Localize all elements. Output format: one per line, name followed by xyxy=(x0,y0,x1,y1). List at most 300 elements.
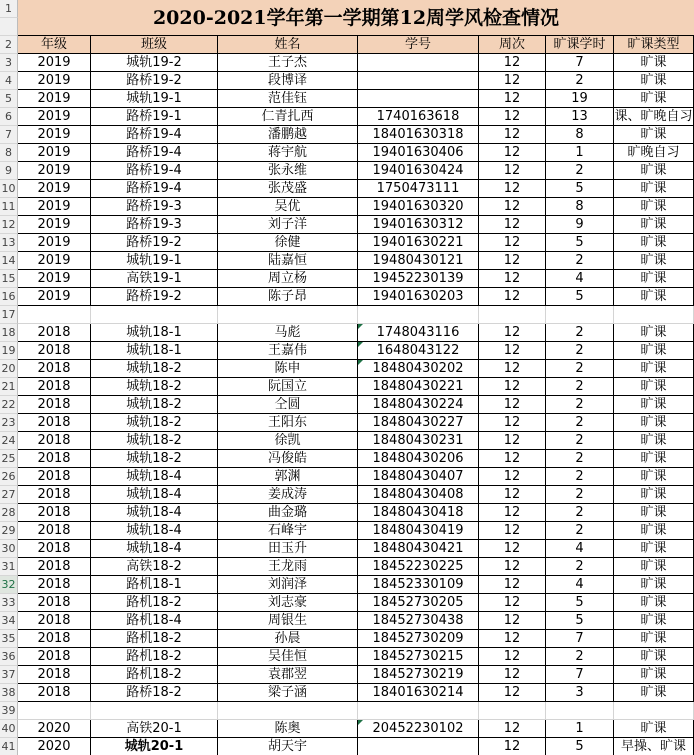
cell-hours[interactable] xyxy=(546,702,614,720)
cell-class[interactable]: 城轨18-2 xyxy=(91,414,218,432)
cell-class[interactable]: 路桥19-4 xyxy=(91,162,218,180)
cell-hours[interactable]: 2 xyxy=(546,522,614,540)
cell-name[interactable]: 仝圆 xyxy=(218,396,358,414)
cell-class[interactable]: 城轨18-4 xyxy=(91,522,218,540)
row-header-1b[interactable] xyxy=(0,18,18,36)
cell-week[interactable]: 12 xyxy=(479,450,546,468)
cell-student-id[interactable]: 19401630424 xyxy=(358,162,479,180)
cell-type[interactable]: 旷课 xyxy=(614,180,694,198)
cell-class[interactable]: 城轨18-2 xyxy=(91,432,218,450)
cell-week[interactable]: 12 xyxy=(479,414,546,432)
cell-grade[interactable]: 2018 xyxy=(18,342,91,360)
cell-week[interactable]: 12 xyxy=(479,72,546,90)
row-header-37[interactable]: 37 xyxy=(0,666,18,684)
row-header-25[interactable]: 25 xyxy=(0,450,18,468)
cell-type[interactable]: 旷课 xyxy=(614,558,694,576)
cell-week[interactable]: 12 xyxy=(479,432,546,450)
cell-class[interactable]: 城轨18-4 xyxy=(91,504,218,522)
cell-grade[interactable]: 2018 xyxy=(18,558,91,576)
cell-week[interactable]: 12 xyxy=(479,504,546,522)
row-header-2[interactable]: 2 xyxy=(0,36,18,54)
cell-week[interactable]: 12 xyxy=(479,342,546,360)
cell-hours[interactable]: 8 xyxy=(546,198,614,216)
row-header-12[interactable]: 12 xyxy=(0,216,18,234)
cell-hours[interactable]: 2 xyxy=(546,432,614,450)
cell-hours[interactable]: 2 xyxy=(546,468,614,486)
cell-grade[interactable]: 2018 xyxy=(18,630,91,648)
cell-type[interactable]: 旷课 xyxy=(614,666,694,684)
cell-grade[interactable]: 2018 xyxy=(18,576,91,594)
cell-class[interactable]: 路机18-1 xyxy=(91,576,218,594)
cell-hours[interactable]: 1 xyxy=(546,144,614,162)
row-header-36[interactable]: 36 xyxy=(0,648,18,666)
cell-name[interactable]: 范佳钰 xyxy=(218,90,358,108)
cell-name[interactable]: 冯俊皓 xyxy=(218,450,358,468)
cell-week[interactable]: 12 xyxy=(479,720,546,738)
cell-type[interactable]: 旷课 xyxy=(614,288,694,306)
cell-class[interactable]: 班级 xyxy=(91,36,218,54)
cell-type[interactable]: 旷课 xyxy=(614,252,694,270)
cell-class[interactable]: 路桥19-1 xyxy=(91,108,218,126)
cell-type[interactable] xyxy=(614,306,694,324)
cell-student-id[interactable]: 19401630203 xyxy=(358,288,479,306)
cell-class[interactable] xyxy=(91,702,218,720)
row-header-7[interactable]: 7 xyxy=(0,126,18,144)
cell-student-id[interactable] xyxy=(358,90,479,108)
cell-grade[interactable]: 2018 xyxy=(18,378,91,396)
cell-hours[interactable]: 7 xyxy=(546,54,614,72)
sheet-title[interactable]: 2020-2021学年第一学期第12周学风检查情况 xyxy=(18,0,694,36)
cell-class[interactable]: 城轨20-1 xyxy=(91,738,218,755)
cell-type[interactable]: 旷课 xyxy=(614,648,694,666)
row-header-15[interactable]: 15 xyxy=(0,270,18,288)
cell-week[interactable]: 12 xyxy=(479,576,546,594)
cell-grade[interactable]: 2019 xyxy=(18,252,91,270)
cell-student-id[interactable] xyxy=(358,702,479,720)
cell-name[interactable]: 胡天宇 xyxy=(218,738,358,755)
cell-grade[interactable]: 2019 xyxy=(18,144,91,162)
cell-grade[interactable]: 2018 xyxy=(18,540,91,558)
cell-name[interactable]: 仁青扎西 xyxy=(218,108,358,126)
cell-type[interactable]: 旷课 xyxy=(614,126,694,144)
row-header-28[interactable]: 28 xyxy=(0,504,18,522)
cell-student-id[interactable]: 18480430408 xyxy=(358,486,479,504)
cell-type[interactable]: 早操、旷课 xyxy=(614,738,694,755)
row-header-31[interactable]: 31 xyxy=(0,558,18,576)
cell-name[interactable]: 周银生 xyxy=(218,612,358,630)
cell-student-id[interactable]: 1750473111 xyxy=(358,180,479,198)
cell-student-id[interactable]: 19401630320 xyxy=(358,198,479,216)
cell-student-id[interactable]: 18480430202 xyxy=(358,360,479,378)
cell-student-id[interactable]: 18480430231 xyxy=(358,432,479,450)
cell-week[interactable]: 周次 xyxy=(479,36,546,54)
cell-type[interactable]: 旷课 xyxy=(614,432,694,450)
cell-type[interactable]: 旷课 xyxy=(614,396,694,414)
cell-student-id[interactable] xyxy=(358,738,479,755)
cell-student-id[interactable]: 19401630406 xyxy=(358,144,479,162)
cell-grade[interactable]: 2019 xyxy=(18,198,91,216)
cell-class[interactable]: 路桥19-2 xyxy=(91,72,218,90)
cell-class[interactable]: 路桥18-2 xyxy=(91,684,218,702)
row-header-22[interactable]: 22 xyxy=(0,396,18,414)
row-header-5[interactable]: 5 xyxy=(0,90,18,108)
cell-grade[interactable]: 2019 xyxy=(18,162,91,180)
cell-hours[interactable]: 2 xyxy=(546,252,614,270)
cell-name[interactable]: 潘鹏越 xyxy=(218,126,358,144)
row-header-11[interactable]: 11 xyxy=(0,198,18,216)
row-header-13[interactable]: 13 xyxy=(0,234,18,252)
cell-hours[interactable]: 5 xyxy=(546,594,614,612)
cell-type[interactable]: 旷课 xyxy=(614,378,694,396)
cell-name[interactable]: 郭渊 xyxy=(218,468,358,486)
cell-grade[interactable]: 2018 xyxy=(18,360,91,378)
cell-type[interactable]: 旷课 xyxy=(614,72,694,90)
cell-type[interactable]: 旷课 xyxy=(614,270,694,288)
cell-type[interactable]: 旷课类型 xyxy=(614,36,694,54)
cell-class[interactable] xyxy=(91,306,218,324)
cell-week[interactable]: 12 xyxy=(479,270,546,288)
cell-grade[interactable]: 2018 xyxy=(18,432,91,450)
cell-week[interactable]: 12 xyxy=(479,612,546,630)
cell-name[interactable] xyxy=(218,306,358,324)
cell-week[interactable]: 12 xyxy=(479,594,546,612)
cell-grade[interactable]: 2018 xyxy=(18,684,91,702)
cell-type[interactable]: 旷课 xyxy=(614,486,694,504)
cell-hours[interactable]: 5 xyxy=(546,180,614,198)
cell-week[interactable]: 12 xyxy=(479,396,546,414)
cell-name[interactable]: 刘润泽 xyxy=(218,576,358,594)
cell-name[interactable]: 石峰宇 xyxy=(218,522,358,540)
cell-type[interactable]: 旷课 xyxy=(614,360,694,378)
cell-grade[interactable]: 2019 xyxy=(18,72,91,90)
cell-hours[interactable]: 2 xyxy=(546,558,614,576)
cell-grade[interactable] xyxy=(18,306,91,324)
cell-grade[interactable]: 2020 xyxy=(18,720,91,738)
row-header-9[interactable]: 9 xyxy=(0,162,18,180)
cell-week[interactable]: 12 xyxy=(479,666,546,684)
cell-class[interactable]: 城轨19-2 xyxy=(91,54,218,72)
cell-name[interactable]: 陈奥 xyxy=(218,720,358,738)
cell-week[interactable]: 12 xyxy=(479,252,546,270)
cell-week[interactable]: 12 xyxy=(479,378,546,396)
row-header-41[interactable]: 41 xyxy=(0,738,18,755)
cell-week[interactable]: 12 xyxy=(479,684,546,702)
cell-week[interactable]: 12 xyxy=(479,522,546,540)
row-header-20[interactable]: 20 xyxy=(0,360,18,378)
cell-name[interactable]: 梁子涵 xyxy=(218,684,358,702)
cell-class[interactable]: 路机18-2 xyxy=(91,630,218,648)
row-header-8[interactable]: 8 xyxy=(0,144,18,162)
row-header-16[interactable]: 16 xyxy=(0,288,18,306)
cell-student-id[interactable]: 19401630221 xyxy=(358,234,479,252)
cell-grade[interactable]: 2018 xyxy=(18,396,91,414)
cell-type[interactable]: 旷课 xyxy=(614,234,694,252)
cell-hours[interactable]: 4 xyxy=(546,540,614,558)
cell-hours[interactable]: 2 xyxy=(546,378,614,396)
row-header-24[interactable]: 24 xyxy=(0,432,18,450)
cell-grade[interactable]: 2018 xyxy=(18,648,91,666)
cell-hours[interactable]: 2 xyxy=(546,504,614,522)
cell-grade[interactable]: 2018 xyxy=(18,414,91,432)
cell-week[interactable]: 12 xyxy=(479,630,546,648)
cell-class[interactable]: 城轨18-1 xyxy=(91,324,218,342)
cell-name[interactable]: 孙晨 xyxy=(218,630,358,648)
cell-grade[interactable]: 2019 xyxy=(18,180,91,198)
cell-type[interactable]: 旷课 xyxy=(614,540,694,558)
cell-class[interactable]: 路机18-2 xyxy=(91,648,218,666)
cell-student-id[interactable]: 18401630318 xyxy=(358,126,479,144)
cell-hours[interactable]: 2 xyxy=(546,324,614,342)
cell-hours[interactable]: 13 xyxy=(546,108,614,126)
cell-week[interactable]: 12 xyxy=(479,198,546,216)
cell-student-id[interactable]: 18480430418 xyxy=(358,504,479,522)
row-header-3[interactable]: 3 xyxy=(0,54,18,72)
cell-student-id[interactable]: 18480430407 xyxy=(358,468,479,486)
cell-week[interactable]: 12 xyxy=(479,738,546,755)
row-header-39[interactable]: 39 xyxy=(0,702,18,720)
cell-name[interactable]: 袁郡翌 xyxy=(218,666,358,684)
cell-student-id[interactable]: 1740163618 xyxy=(358,108,479,126)
cell-class[interactable]: 路机18-2 xyxy=(91,666,218,684)
cell-hours[interactable]: 8 xyxy=(546,126,614,144)
cell-grade[interactable]: 2018 xyxy=(18,522,91,540)
cell-type[interactable]: 旷课 xyxy=(614,90,694,108)
cell-class[interactable]: 路桥19-4 xyxy=(91,126,218,144)
cell-week[interactable]: 12 xyxy=(479,468,546,486)
row-header-4[interactable]: 4 xyxy=(0,72,18,90)
cell-hours[interactable]: 3 xyxy=(546,684,614,702)
cell-name[interactable]: 王阳东 xyxy=(218,414,358,432)
cell-hours[interactable]: 7 xyxy=(546,666,614,684)
cell-week[interactable]: 12 xyxy=(479,180,546,198)
cell-hours[interactable]: 2 xyxy=(546,648,614,666)
cell-name[interactable]: 徐健 xyxy=(218,234,358,252)
cell-name[interactable]: 马彪 xyxy=(218,324,358,342)
cell-type[interactable]: 旷课 xyxy=(614,342,694,360)
row-header-29[interactable]: 29 xyxy=(0,522,18,540)
cell-student-id[interactable]: 18480430421 xyxy=(358,540,479,558)
cell-class[interactable]: 高铁20-1 xyxy=(91,720,218,738)
cell-student-id[interactable]: 18480430206 xyxy=(358,450,479,468)
cell-grade[interactable]: 2018 xyxy=(18,486,91,504)
cell-type[interactable]: 旷课 xyxy=(614,198,694,216)
row-header-21[interactable]: 21 xyxy=(0,378,18,396)
cell-type[interactable]: 旷课 xyxy=(614,684,694,702)
cell-name[interactable]: 陆嘉恒 xyxy=(218,252,358,270)
cell-student-id[interactable]: 19452230139 xyxy=(358,270,479,288)
cell-type[interactable]: 旷课 xyxy=(614,162,694,180)
cell-grade[interactable]: 2018 xyxy=(18,594,91,612)
row-header-18[interactable]: 18 xyxy=(0,324,18,342)
cell-type[interactable]: 旷课 xyxy=(614,576,694,594)
row-header-14[interactable]: 14 xyxy=(0,252,18,270)
cell-week[interactable]: 12 xyxy=(479,648,546,666)
cell-student-id[interactable]: 18401630214 xyxy=(358,684,479,702)
cell-hours[interactable]: 2 xyxy=(546,396,614,414)
cell-name[interactable] xyxy=(218,702,358,720)
cell-grade[interactable]: 2019 xyxy=(18,270,91,288)
cell-grade[interactable]: 2019 xyxy=(18,288,91,306)
cell-hours[interactable]: 4 xyxy=(546,576,614,594)
cell-week[interactable]: 12 xyxy=(479,360,546,378)
cell-class[interactable]: 城轨18-4 xyxy=(91,468,218,486)
cell-hours[interactable]: 5 xyxy=(546,288,614,306)
cell-hours[interactable]: 2 xyxy=(546,414,614,432)
cell-student-id[interactable]: 18480430419 xyxy=(358,522,479,540)
cell-hours[interactable]: 5 xyxy=(546,738,614,755)
row-header-17[interactable]: 17 xyxy=(0,306,18,324)
cell-hours[interactable] xyxy=(546,306,614,324)
cell-week[interactable]: 12 xyxy=(479,90,546,108)
cell-student-id[interactable]: 18480430224 xyxy=(358,396,479,414)
cell-type[interactable]: 课、旷晚自习 xyxy=(614,109,693,124)
cell-type[interactable]: 旷课 xyxy=(614,504,694,522)
cell-week[interactable]: 12 xyxy=(479,288,546,306)
cell-student-id[interactable]: 19480430121 xyxy=(358,252,479,270)
cell-grade[interactable] xyxy=(18,702,91,720)
row-header-1[interactable]: 1 xyxy=(0,0,18,18)
row-header-26[interactable]: 26 xyxy=(0,468,18,486)
cell-name[interactable]: 王子杰 xyxy=(218,54,358,72)
cell-student-id[interactable] xyxy=(358,54,479,72)
row-header-40[interactable]: 40 xyxy=(0,720,18,738)
cell-class[interactable]: 路桥19-2 xyxy=(91,288,218,306)
cell-grade[interactable]: 2018 xyxy=(18,504,91,522)
cell-student-id[interactable]: 1648043122 xyxy=(358,342,479,360)
cell-type[interactable]: 旷课 xyxy=(614,612,694,630)
cell-week[interactable]: 12 xyxy=(479,324,546,342)
cell-name[interactable]: 王嘉伟 xyxy=(218,342,358,360)
cell-grade[interactable]: 2019 xyxy=(18,126,91,144)
cell-class[interactable]: 城轨18-2 xyxy=(91,396,218,414)
cell-name[interactable]: 王龙雨 xyxy=(218,558,358,576)
cell-week[interactable]: 12 xyxy=(479,54,546,72)
cell-grade[interactable]: 2018 xyxy=(18,612,91,630)
cell-type[interactable]: 旷课 xyxy=(614,450,694,468)
cell-student-id[interactable]: 18452330109 xyxy=(358,576,479,594)
cell-student-id[interactable]: 18480430227 xyxy=(358,414,479,432)
cell-hours[interactable]: 5 xyxy=(546,234,614,252)
cell-name[interactable]: 周立杨 xyxy=(218,270,358,288)
cell-type[interactable]: 旷课 xyxy=(614,54,694,72)
cell-class[interactable]: 城轨18-4 xyxy=(91,486,218,504)
cell-week[interactable]: 12 xyxy=(479,234,546,252)
cell-class[interactable]: 路桥19-3 xyxy=(91,216,218,234)
cell-hours[interactable]: 2 xyxy=(546,450,614,468)
cell-class[interactable]: 城轨19-1 xyxy=(91,90,218,108)
cell-week[interactable]: 12 xyxy=(479,540,546,558)
cell-name[interactable]: 姓名 xyxy=(218,36,358,54)
cell-type[interactable]: 旷课 xyxy=(614,324,694,342)
cell-class[interactable]: 路桥19-2 xyxy=(91,234,218,252)
cell-name[interactable]: 徐凯 xyxy=(218,432,358,450)
cell-name[interactable]: 吴佳恒 xyxy=(218,648,358,666)
cell-name[interactable]: 段博译 xyxy=(218,72,358,90)
cell-class[interactable]: 城轨19-1 xyxy=(91,252,218,270)
cell-hours[interactable]: 2 xyxy=(546,486,614,504)
cell-class[interactable]: 路桥19-3 xyxy=(91,198,218,216)
cell-name[interactable]: 吴优 xyxy=(218,198,358,216)
cell-student-id[interactable]: 学号 xyxy=(358,36,479,54)
cell-type[interactable]: 旷课 xyxy=(614,630,694,648)
cell-name[interactable]: 刘子洋 xyxy=(218,216,358,234)
row-header-19[interactable]: 19 xyxy=(0,342,18,360)
cell-class[interactable]: 城轨18-2 xyxy=(91,378,218,396)
cell-hours[interactable]: 9 xyxy=(546,216,614,234)
cell-hours[interactable]: 7 xyxy=(546,630,614,648)
cell-type[interactable] xyxy=(614,702,694,720)
cell-name[interactable]: 陈子昂 xyxy=(218,288,358,306)
cell-student-id[interactable] xyxy=(358,306,479,324)
cell-grade[interactable]: 2018 xyxy=(18,666,91,684)
cell-student-id[interactable]: 18452730438 xyxy=(358,612,479,630)
cell-name[interactable]: 蒋宇航 xyxy=(218,144,358,162)
cell-student-id[interactable]: 18452730209 xyxy=(358,630,479,648)
row-header-10[interactable]: 10 xyxy=(0,180,18,198)
cell-class[interactable]: 路桥19-4 xyxy=(91,144,218,162)
cell-hours[interactable]: 2 xyxy=(546,72,614,90)
cell-grade[interactable]: 2018 xyxy=(18,324,91,342)
cell-grade[interactable]: 年级 xyxy=(18,36,91,54)
cell-grade[interactable]: 2019 xyxy=(18,90,91,108)
cell-hours[interactable]: 5 xyxy=(546,612,614,630)
cell-week[interactable]: 12 xyxy=(479,486,546,504)
cell-hours[interactable]: 2 xyxy=(546,162,614,180)
cell-name[interactable]: 曲金璐 xyxy=(218,504,358,522)
cell-week[interactable]: 12 xyxy=(479,144,546,162)
cell-class[interactable]: 路机18-4 xyxy=(91,612,218,630)
cell-class[interactable]: 高铁19-1 xyxy=(91,270,218,288)
cell-name[interactable]: 田玉升 xyxy=(218,540,358,558)
cell-week[interactable] xyxy=(479,702,546,720)
cell-class[interactable]: 路机18-2 xyxy=(91,594,218,612)
cell-student-id[interactable]: 19401630312 xyxy=(358,216,479,234)
cell-hours[interactable]: 2 xyxy=(546,342,614,360)
cell-week[interactable]: 12 xyxy=(479,108,546,126)
row-header-23[interactable]: 23 xyxy=(0,414,18,432)
cell-hours[interactable]: 19 xyxy=(546,90,614,108)
cell-type[interactable]: 旷课 xyxy=(614,522,694,540)
row-header-27[interactable]: 27 xyxy=(0,486,18,504)
cell-hours[interactable]: 1 xyxy=(546,720,614,738)
cell-class[interactable]: 城轨18-4 xyxy=(91,540,218,558)
cell-student-id[interactable]: 18452230225 xyxy=(358,558,479,576)
cell-name[interactable]: 刘志豪 xyxy=(218,594,358,612)
cell-grade[interactable]: 2019 xyxy=(18,54,91,72)
row-header-30[interactable]: 30 xyxy=(0,540,18,558)
cell-week[interactable] xyxy=(479,306,546,324)
cell-grade[interactable]: 2018 xyxy=(18,468,91,486)
cell-grade[interactable]: 2019 xyxy=(18,234,91,252)
cell-student-id[interactable]: 18452730219 xyxy=(358,666,479,684)
cell-grade[interactable]: 2019 xyxy=(18,108,91,126)
cell-hours[interactable]: 旷课学时 xyxy=(546,36,614,54)
cell-week[interactable]: 12 xyxy=(479,216,546,234)
cell-class[interactable]: 城轨18-1 xyxy=(91,342,218,360)
cell-class[interactable]: 城轨18-2 xyxy=(91,450,218,468)
cell-name[interactable]: 姜成涛 xyxy=(218,486,358,504)
row-header-35[interactable]: 35 xyxy=(0,630,18,648)
cell-name[interactable]: 张永维 xyxy=(218,162,358,180)
row-header-32[interactable]: 32 xyxy=(0,576,18,594)
cell-hours[interactable]: 2 xyxy=(546,360,614,378)
cell-class[interactable]: 高铁18-2 xyxy=(91,558,218,576)
cell-name[interactable]: 张茂盛 xyxy=(218,180,358,198)
cell-week[interactable]: 12 xyxy=(479,162,546,180)
cell-type[interactable]: 旷课 xyxy=(614,720,694,738)
cell-student-id[interactable]: 18452730215 xyxy=(358,648,479,666)
cell-name[interactable]: 阮国立 xyxy=(218,378,358,396)
